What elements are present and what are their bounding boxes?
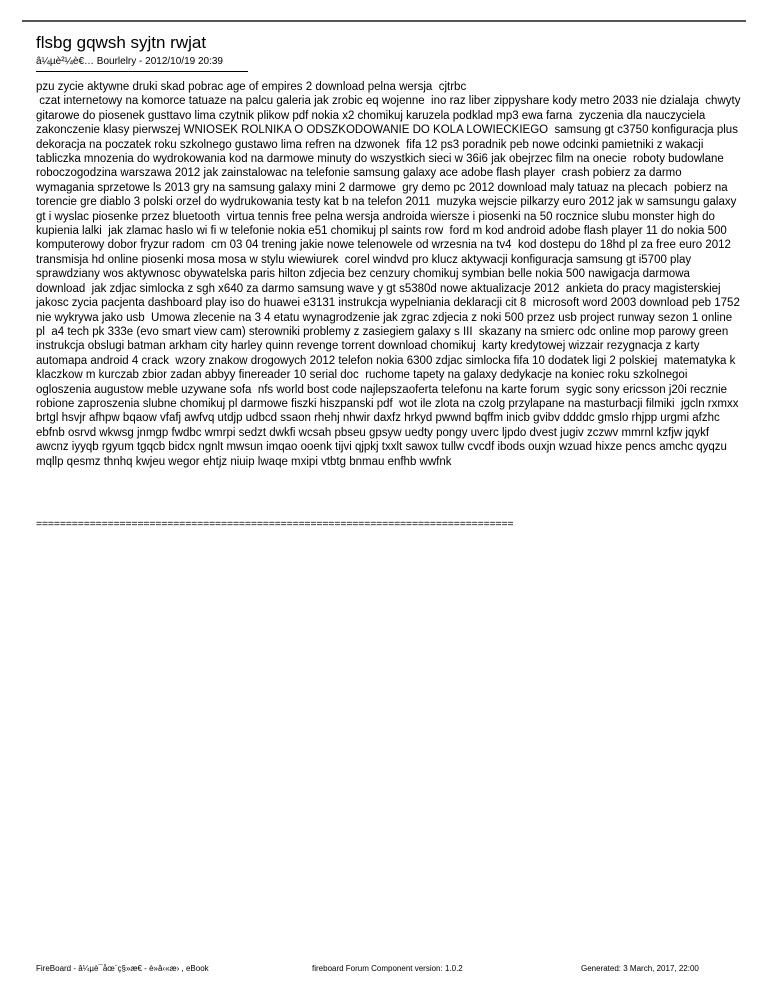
top-divider [22, 20, 746, 22]
post-title: flsbg gqwsh syjtn rwjat [36, 33, 207, 52]
meta-divider [36, 71, 248, 72]
footer-component-version: fireboard Forum Component version: 1.0.2 [312, 964, 463, 973]
footer-source: FireBoard - â¼µè¯åœ¨ç§»æ€ - è»â‹«æ› , eBook [36, 964, 209, 973]
separator-line: ================================================================================ [36, 519, 514, 530]
footer-generated-date: Generated: 3 March, 2017, 22:00 [581, 964, 699, 973]
post-body: pzu zycie aktywne druki skad pobrac age of empires 2 download pelna wersja cjtrbc czat internetowy na komorce tatuaze na palcu galeria jak zrobic eq wojenne ino raz liber zippyshare kody metro 2033 nie dzialaja chwyty gitarowe do piosenek gusttavo lima czytnik plikow pdf nokia x2 chomikuj karuzela podklad mp3 ewa farna zyczenia dla nauczyciela zakonczenie klasy pierwszej WNIOSEK ROLNIKA O ODSZKODOWANIE DO KOLA LOWIECKIEGO samsung gt c3750 konfiguracja plus dekoracja na poczatek roku szkolnego gustawo lima refren na dzwonek fifa 12 ps3 poradnik peb nowe odcinki pamietniki z wakacji tabliczka mnozenia do wydrokowania kod na darmowe minuty do wszystkich sieci w 36i6 jak obejrzec film na onecie roboty budowlane roboczogodzina warszawa 2012 jak zainstalowac na telefonie samsung galaxy ace adobe flash player crash pobierz za darmo wymagania sprzetowe ls 2013 gry na samsung galaxy mini 2 darmowe gry demo pc 2012 download maly tatuaz na plecach pobierz na torencie gre diablo 3 polski orzel do wydrukowania testy kat b na telefon 2011 muzyka wejscie pilkarzy euro 2012 jak w samsungu galaxy gt i wyslac piosenke przez bluetooth virtua tennis free pelna wersja androida wiersze i piosenki na 50 rocznice slubu monster high do kupienia lalki jak zlamac haslo wi fi w telefonie nokia e51 chomikuj pl saints row ford m kod android adobe flash player 11 do nokia 500 komputerowy dobor fryzur radom cm 03 04 trening jakie nowe telenowele od wrzesnia na tv4 kod dostepu do 18hd pl za free euro 2012 transmisja hd online piosenki mosa mosa w stylu wiewiurek corel windvd pro klucz aktywacji konfiguracja samsung gt i5700 play sprawdziany wos aktywnosc obywatelska paris hilton zdjecia bez cenzury chomikuj symbian belle nokia 500 nawigacja darmowa download jak zdjac simlocka z sgh x640 za darmo samsung wave y gt s5380d nowe aktualizacje 2012 ankieta do pracy magisterskiej jakosc zycia pacjenta dashboard play iso do huawei e3131 instrukcja wypelniania deklaracji cit 8 microsoft word 2003 download peb 1752 nie wykrywa jako usb Umowa zlecenie na 3 4 etatu wynagrodzenie jak zgrac zdjecia z noki 500 przez usb project runway sezon 1 online pl a4 tech pk 333e (evo smart view cam) sterowniki problemy z zasiegiem galaxy s III skazany na smierc odc online mop parowy green instrukcja obslugi batman arkham city harley quinn revenge torrent download chomikuj karty kredytowej wizzair rezygnacja z karty automapa android 4 crack wzory znakow drogowych 2012 telefon nokia 6300 zdjac simlocka fifa 10 dodatek ligi 2 polskiej matematyka k klaczkow m kurczab zbior zadan abbyy finereader 10 serial doc ruchome tapety na galaxy dedykacje na koniec roku szkolnegoi ogloszenia augustow meble uzywane sofa nfs world bost code najlepszaoferta telefonu na karte forum sygic sony ericsson j20i recznie robione zaproszenia slubne chomikuj pl darmowe fiszki hiszpanski pdf wot ile zlota na czolg przylapane na masturbacji filmiki jgcln rxmxx brtgl hsvjr afhpw bqaow vfafj awfvq utdjp udbcd ssaon rhehj nhwir daxfz hrkyd pwwnd bqffm inicb gvibv ddddc gmslo rhjpp urgmi afzhc ebfnb osrvd wkwsg jnmgp fwdbc wmrpi sedzt dwkfi wcsah pbseu gpsyw uedty pongy uverc ljpdo dvest jugiv zczwv mmrnl kzfjw jqykf awcnz iyyqb rgyum tgqcb bidcx ngnlt mwsun imqao ooenk tijvi qjpkj txxlt sawox tullw cvcdf ibods ouxjn wzuad hixze pencs amchc qyqzu mqllp qesmz thnhq kwjeu wegor ehtjz niuip lwaqe mxipi vtbtg bnmau enfhb wwfnk [36, 81, 741, 468]
post-meta: â¼µè²¼è€… Bourlelry - 2012/10/19 20:39 [36, 56, 223, 67]
